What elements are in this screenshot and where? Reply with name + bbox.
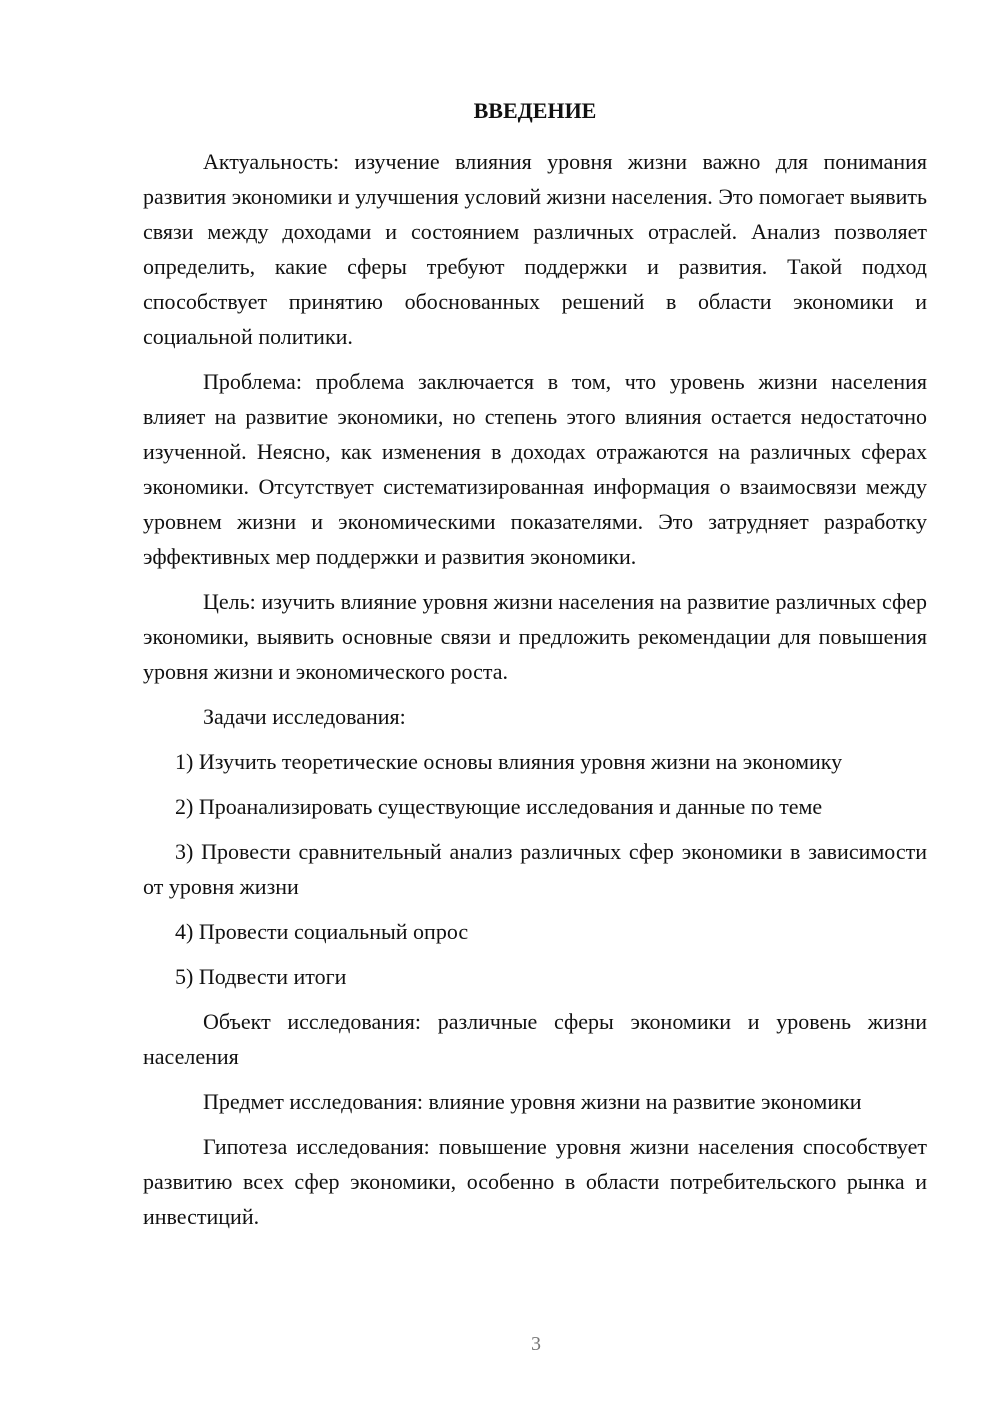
page-content xyxy=(143,93,927,1244)
tasks-heading: Задачи исследования: xyxy=(203,704,406,729)
subject-paragraph: Предмет исследования: влияние уровня жизни на развитие экономики xyxy=(203,1089,862,1114)
task-item-4: 4) Провести социальный опрос xyxy=(175,919,469,944)
task-item-5: 5) Подвести итоги xyxy=(175,964,347,989)
goal-paragraph: Цель: изучить влияние уровня жизни населения на развитие различных сфер экономики, выявить основные связи и предложить рекомендации для повышения уровня жизни и экономического роста. xyxy=(143,589,927,684)
hypothesis-paragraph: Гипотеза исследования: повышение уровня жизни населения способствует развитию всех сфер экономики, особенно в области потребительского рынка и инвестиций. xyxy=(143,1134,927,1229)
page-number: 3 xyxy=(531,1333,541,1355)
object-paragraph: Объект исследования: различные сферы экономики и уровень жизни населения xyxy=(143,1009,927,1069)
problem-paragraph: Проблема: проблема заключается в том, что уровень жизни населения влияет на развитие экономики, но степень этого влияния остается недостаточно изученной. Неясно, как изменения в доходах отражаются на различных сферах экономики. Отсутствует систематизированная информация о взаимосвязи между уровнем жизни и экономическими показателями. Это затрудняет разработку эффективных мер поддержки и развития экономики. xyxy=(143,369,927,569)
relevance-paragraph: Актуальность: изучение влияния уровня жизни важно для понимания развития экономики и улучшения условий жизни населения. Это помогает выявить связи между доходами и состоянием различных отраслей. Анализ позволяет определить, какие сферы требуют поддержки и развития. Такой подход способствует принятию обоснованных решений в области экономики и социальной политики. xyxy=(143,149,927,349)
task-item-3: 3) Провести сравнительный анализ различных сфер экономики в зависимости от уровня жизни xyxy=(143,839,927,899)
tasks-list xyxy=(143,744,927,994)
task-item-1: 1) Изучить теоретические основы влияния уровня жизни на экономику xyxy=(175,749,843,774)
page-title: ВВЕДЕНИЕ xyxy=(473,98,597,123)
task-item-2: 2) Проанализировать существующие исследования и данные по теме xyxy=(175,794,823,819)
